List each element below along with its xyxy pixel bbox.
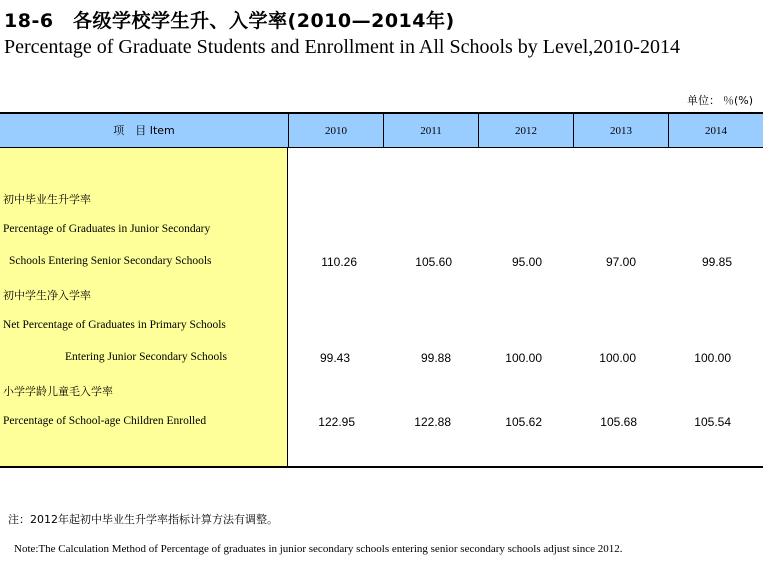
row-2-name-en-1: Net Percentage of Graduates in Primary Schools <box>3 319 226 331</box>
row-2-name-en-2: Entering Junior Secondary Schools <box>65 351 227 363</box>
row-1-value-2014: 99.85 <box>701 255 732 269</box>
row-3-name-en-1: Percentage of School-age Children Enrolled <box>3 415 207 427</box>
row-1-name-cn: 初中毕业生升学率 <box>3 193 91 206</box>
row-2-value-2012: 100.00 <box>505 351 542 365</box>
row-2-value-2010: 99.43 <box>319 351 350 365</box>
column-header-2014: 2014 <box>668 114 763 148</box>
table-bottom-border <box>0 466 763 468</box>
row-1-name-en-1: Percentage of Graduates in Junior Secondary <box>3 223 211 235</box>
row-3-value-2014: 105.54 <box>694 415 731 429</box>
row-2-value-2014: 100.00 <box>694 351 731 365</box>
page-title-en: Percentage of Graduate Students and Enrollment in All Schools by Level,2010-2014 <box>4 36 680 58</box>
column-header-item: 项 目 Item <box>113 124 175 137</box>
page-title-cn: 18-6 各级学校学生升、入学率(2010—2014年) <box>4 10 455 32</box>
row-2-value-2013: 100.00 <box>599 351 636 365</box>
unit-value: ％(%) <box>722 94 753 107</box>
table-header <box>0 112 763 148</box>
column-header-2012: 2012 <box>478 114 573 148</box>
column-header-2011: 2011 <box>383 114 478 148</box>
unit-label <box>687 92 753 108</box>
row-1-value-2013: 97.00 <box>605 255 636 269</box>
data-table <box>0 112 763 468</box>
row-1-value-2011: 105.60 <box>415 255 452 269</box>
row-2-value-2011: 99.88 <box>420 351 451 365</box>
row-3-value-2013: 105.68 <box>600 415 637 429</box>
unit-label-text: 单位： <box>686 94 720 107</box>
row-3-value-2012: 105.62 <box>505 415 542 429</box>
row-1-value-2012: 95.00 <box>511 255 542 269</box>
row-1-name-en-2: Schools Entering Senior Secondary Schools <box>9 255 212 267</box>
footnote-cn: 注：2012年起初中毕业生升学率指标计算方法有调整。 <box>8 513 278 526</box>
column-header-2010: 2010 <box>288 114 383 148</box>
row-3-value-2011: 122.88 <box>414 415 451 429</box>
footnote-en: Note:The Calculation Method of Percentage of graduates in junior secondary schools entering senior secondary schools adjust since 2012. <box>14 543 623 555</box>
column-header-2013: 2013 <box>573 114 668 148</box>
row-1-value-2010: 110.26 <box>321 255 357 269</box>
row-2-name-cn: 初中学生净入学率 <box>3 289 91 302</box>
row-3-name-cn: 小学学龄儿童毛入学率 <box>3 385 113 398</box>
row-3-value-2010: 122.95 <box>318 415 355 429</box>
